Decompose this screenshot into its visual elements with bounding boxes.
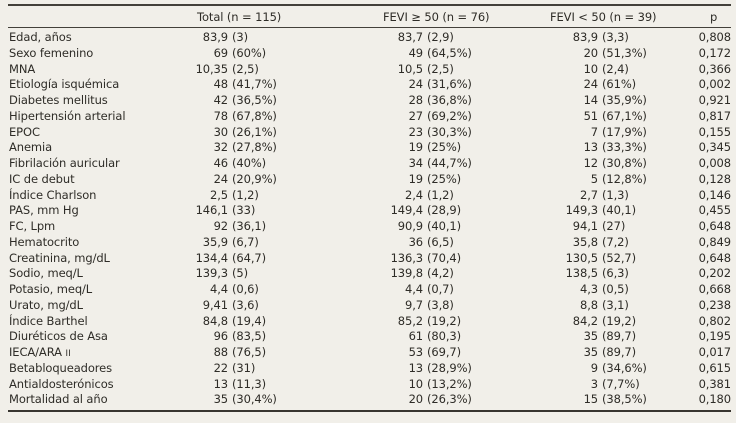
cell-fevi-lt50 (530, 125, 690, 141)
value-parenthetical: (33) (232, 203, 256, 218)
table-row (8, 140, 731, 156)
cell-fevi-ge50 (364, 62, 530, 78)
cell-fevi-ge50 (364, 219, 530, 235)
cell-p-value: 0,128 (698, 171, 731, 186)
value-parenthetical: (0,7) (427, 282, 454, 296)
value-number: 13 (583, 140, 598, 155)
cell-total (179, 172, 364, 188)
value-parenthetical: (28,9%) (427, 360, 472, 375)
cell-fevi-lt50 (530, 219, 690, 235)
cell-fevi-ge50 (364, 329, 530, 345)
cell-p-value: 0,921 (698, 93, 731, 107)
value-number: 36 (408, 234, 423, 249)
value-parenthetical: (30,4%) (232, 392, 277, 407)
cell-total (179, 329, 364, 345)
value-number: 34 (408, 156, 423, 170)
value-parenthetical: (4,2) (427, 266, 454, 281)
table-row (8, 392, 731, 408)
value-number: 146,1 (195, 203, 228, 218)
row-label: IECA/ARA II (9, 345, 72, 359)
cell-fevi-lt50 (530, 156, 690, 172)
row-label: Betabloqueadores (9, 360, 113, 375)
value-parenthetical: (38,5%) (602, 392, 647, 407)
cell-fevi-lt50 (530, 251, 690, 267)
value-parenthetical: (19,2) (602, 313, 636, 328)
cell-p-value: 0,366 (698, 61, 731, 76)
table-row (8, 219, 731, 235)
value-parenthetical: (3,6) (232, 297, 259, 312)
cell-total (179, 298, 364, 314)
row-label: Potasio, meq/L (9, 282, 93, 296)
value-number: 20 (583, 45, 598, 60)
value-number: 84,8 (202, 313, 228, 328)
table-row (8, 30, 731, 46)
value-number: 24 (213, 171, 228, 186)
value-parenthetical: (6,3) (602, 266, 629, 281)
cell-fevi-lt50 (530, 314, 690, 330)
value-parenthetical: (34,6%) (602, 360, 647, 375)
value-parenthetical: (17,9%) (602, 124, 647, 139)
value-number: 4,4 (210, 282, 228, 296)
cell-fevi-lt50 (530, 109, 690, 125)
cell-total (179, 251, 364, 267)
value-parenthetical: (40,1) (602, 203, 636, 218)
row-label: Urato, mg/dL (9, 297, 83, 312)
value-parenthetical: (20,9%) (232, 171, 277, 186)
cell-fevi-lt50 (530, 30, 690, 46)
value-number: 4,3 (580, 282, 598, 296)
value-number: 14 (583, 93, 598, 107)
value-number: 138,5 (565, 266, 598, 281)
row-label: IC de debut (9, 171, 75, 186)
cell-fevi-lt50 (530, 361, 690, 377)
value-number: 139,3 (195, 266, 228, 281)
value-parenthetical: (83,5) (232, 329, 266, 344)
value-parenthetical: (60%) (232, 45, 267, 60)
value-number: 42 (213, 93, 228, 107)
value-number: 22 (213, 360, 228, 375)
value-number: 15 (583, 392, 598, 407)
cell-p-value: 0,238 (698, 297, 731, 312)
cell-total (179, 156, 364, 172)
table-header-row (8, 4, 731, 28)
cell-total (179, 30, 364, 46)
row-label: Creatinina, mg/dL (9, 250, 110, 265)
cell-p-value: 0,202 (698, 266, 731, 281)
cell-fevi-lt50 (530, 188, 690, 204)
value-number: 51 (583, 108, 598, 123)
cell-total (179, 235, 364, 251)
value-number: 78 (213, 108, 228, 123)
cell-total (179, 282, 364, 298)
value-parenthetical: (1,2) (427, 187, 454, 202)
row-label: Anemia (9, 140, 53, 155)
value-parenthetical: (19,2) (427, 313, 461, 328)
value-number: 84,2 (572, 313, 598, 328)
value-parenthetical: (1,3) (602, 187, 629, 202)
cell-p-value: 0,381 (698, 376, 731, 391)
value-number: 24 (583, 77, 598, 92)
value-number: 24 (408, 77, 423, 92)
cell-total (179, 140, 364, 156)
value-parenthetical: (89,7) (602, 329, 636, 344)
value-parenthetical: (36,5%) (232, 93, 277, 107)
value-parenthetical: (36,8%) (427, 93, 472, 107)
cell-fevi-ge50 (364, 377, 530, 393)
value-parenthetical: (3) (232, 30, 248, 44)
cell-fevi-lt50 (530, 392, 690, 408)
cell-p-value: 0,345 (698, 140, 731, 155)
value-parenthetical: (69,2%) (427, 108, 472, 123)
value-number: 10 (583, 61, 598, 76)
value-parenthetical: (19,4) (232, 313, 266, 328)
cell-p-value: 0,002 (698, 77, 731, 92)
value-number: 136,3 (390, 250, 423, 265)
cell-total (179, 188, 364, 204)
value-parenthetical: (41,7%) (232, 77, 277, 92)
value-number: 23 (408, 124, 423, 139)
cell-p-value: 0,172 (698, 45, 731, 60)
cell-fevi-ge50 (364, 46, 530, 62)
row-label: FC, Lpm (9, 219, 56, 233)
value-parenthetical: (35,9%) (602, 93, 647, 107)
value-number: 139,8 (390, 266, 423, 281)
cell-fevi-lt50 (530, 203, 690, 219)
cell-p-value: 0,155 (698, 124, 731, 139)
cell-fevi-lt50 (530, 329, 690, 345)
cell-total (179, 219, 364, 235)
value-parenthetical: (69,7) (427, 345, 461, 359)
cell-fevi-lt50 (530, 298, 690, 314)
column-header-fevi-lt50: FEVI < 50 (n = 39) (550, 9, 657, 24)
value-parenthetical: (2,4) (602, 61, 629, 76)
value-parenthetical: (67,8%) (232, 108, 277, 123)
table-row (8, 77, 731, 93)
cell-p-value: 0,180 (698, 392, 731, 407)
value-parenthetical: (3,8) (427, 297, 454, 312)
row-label: Etiología isquémica (9, 77, 120, 92)
value-parenthetical: (89,7) (602, 345, 636, 359)
cell-fevi-ge50 (364, 109, 530, 125)
cell-fevi-ge50 (364, 361, 530, 377)
value-number: 92 (213, 219, 228, 233)
value-number: 134,4 (195, 250, 228, 265)
value-parenthetical: (64,5%) (427, 45, 472, 60)
cell-fevi-ge50 (364, 125, 530, 141)
value-number: 32 (213, 140, 228, 155)
row-label: Índice Barthel (9, 313, 88, 328)
cell-total (179, 377, 364, 393)
column-header-p-value: p (710, 9, 718, 24)
value-number: 9 (590, 360, 598, 375)
cell-fevi-ge50 (364, 251, 530, 267)
value-number: 2,4 (405, 187, 423, 202)
table-row (8, 156, 731, 172)
table-row (8, 361, 731, 377)
value-number: 61 (408, 329, 423, 344)
value-parenthetical: (40%) (232, 156, 267, 170)
cell-fevi-ge50 (364, 282, 530, 298)
value-parenthetical: (61%) (602, 77, 637, 92)
table-row (8, 329, 731, 345)
cell-total (179, 46, 364, 62)
cell-p-value: 0,849 (698, 234, 731, 249)
value-parenthetical: (33,3%) (602, 140, 647, 155)
value-parenthetical: (67,1%) (602, 108, 647, 123)
table-row (8, 345, 731, 361)
value-number: 83,9 (572, 30, 598, 44)
table-row (8, 235, 731, 251)
cell-fevi-lt50 (530, 62, 690, 78)
row-label: Diuréticos de Asa (9, 329, 108, 344)
table-row (8, 266, 731, 282)
row-label: Sodio, meq/L (9, 266, 83, 281)
cell-p-value: 0,146 (698, 187, 731, 202)
value-parenthetical: (28,9) (427, 203, 461, 218)
value-number: 35 (213, 392, 228, 407)
value-number: 27 (408, 108, 423, 123)
cell-fevi-ge50 (364, 30, 530, 46)
cell-fevi-lt50 (530, 282, 690, 298)
value-number: 35,9 (202, 234, 228, 249)
value-parenthetical: (11,3) (232, 376, 266, 391)
cell-p-value: 0,648 (698, 250, 731, 265)
row-label: Mortalidad al año (9, 392, 108, 407)
value-number: 46 (213, 156, 228, 170)
table-row (8, 125, 731, 141)
value-parenthetical: (0,6) (232, 282, 259, 296)
cell-fevi-ge50 (364, 172, 530, 188)
cell-fevi-lt50 (530, 235, 690, 251)
cell-fevi-lt50 (530, 345, 690, 361)
cell-fevi-ge50 (364, 77, 530, 93)
column-header-total: Total (n = 115) (197, 9, 282, 24)
cell-p-value: 0,615 (698, 360, 731, 375)
row-label: PAS, mm Hg (9, 203, 79, 218)
value-parenthetical: (76,5) (232, 345, 266, 359)
value-parenthetical: (80,3) (427, 329, 461, 344)
cell-total (179, 392, 364, 408)
value-number: 12 (583, 156, 598, 170)
value-number: 149,3 (565, 203, 598, 218)
table-row (8, 251, 731, 267)
value-number: 94,1 (572, 219, 598, 233)
value-number: 10 (408, 376, 423, 391)
table-row (8, 93, 731, 109)
cell-total (179, 314, 364, 330)
table-body (8, 28, 731, 408)
table-row (8, 314, 731, 330)
cell-total (179, 109, 364, 125)
column-header-fevi-ge50: FEVI ≥ 50 (n = 76) (383, 9, 490, 24)
value-number: 5 (590, 171, 598, 186)
cell-p-value: 0,648 (698, 219, 731, 233)
row-label: Índice Charlson (9, 187, 97, 202)
table-row (8, 109, 731, 125)
value-number: 10,5 (397, 61, 423, 76)
cell-total (179, 93, 364, 109)
cell-fevi-ge50 (364, 298, 530, 314)
row-label: Sexo femenino (9, 45, 94, 60)
value-number: 49 (408, 45, 423, 60)
value-number: 3 (590, 376, 598, 391)
value-parenthetical: (2,9) (427, 30, 454, 44)
cell-fevi-lt50 (530, 46, 690, 62)
cell-total (179, 77, 364, 93)
value-parenthetical: (40,1) (427, 219, 461, 233)
value-number: 4,4 (405, 282, 423, 296)
value-number: 85,2 (397, 313, 423, 328)
value-parenthetical: (30,8%) (602, 156, 647, 170)
cell-total (179, 266, 364, 282)
value-number: 7 (590, 124, 598, 139)
value-parenthetical: (3,3) (602, 30, 629, 44)
cell-fevi-ge50 (364, 93, 530, 109)
value-parenthetical: (12,8%) (602, 171, 647, 186)
cell-p-value: 0,808 (698, 30, 731, 44)
value-number: 35 (583, 329, 598, 344)
cell-fevi-ge50 (364, 156, 530, 172)
cell-p-value: 0,455 (698, 203, 731, 218)
value-parenthetical: (3,1) (602, 297, 629, 312)
table-row (8, 46, 731, 62)
row-label: MNA (9, 61, 36, 76)
value-parenthetical: (31) (232, 360, 256, 375)
value-parenthetical: (6,5) (427, 234, 454, 249)
cell-fevi-ge50 (364, 314, 530, 330)
table-row (8, 172, 731, 188)
table-bottom-rule (8, 410, 731, 412)
value-number: 2,7 (580, 187, 598, 202)
cell-fevi-lt50 (530, 172, 690, 188)
value-parenthetical: (13,2%) (427, 376, 472, 391)
cell-fevi-lt50 (530, 377, 690, 393)
cell-total (179, 345, 364, 361)
value-parenthetical: (64,7) (232, 250, 266, 265)
table-row (8, 377, 731, 393)
cell-total (179, 125, 364, 141)
value-parenthetical: (5) (232, 266, 248, 281)
value-parenthetical: (2,5) (232, 61, 259, 76)
row-label: Fibrilación auricular (9, 156, 120, 170)
value-number: 130,5 (565, 250, 598, 265)
value-number: 20 (408, 392, 423, 407)
value-parenthetical: (2,5) (427, 61, 454, 76)
cell-fevi-lt50 (530, 93, 690, 109)
cell-fevi-ge50 (364, 203, 530, 219)
value-number: 35,8 (572, 234, 598, 249)
value-number: 2,5 (210, 187, 228, 202)
value-number: 19 (408, 171, 423, 186)
value-parenthetical: (51,3%) (602, 45, 647, 60)
value-number: 9,7 (405, 297, 423, 312)
value-number: 149,4 (390, 203, 423, 218)
cell-total (179, 361, 364, 377)
cell-fevi-ge50 (364, 345, 530, 361)
cell-fevi-lt50 (530, 77, 690, 93)
cell-p-value: 0,008 (698, 156, 731, 170)
cell-total (179, 203, 364, 219)
cell-total (179, 62, 364, 78)
cell-fevi-ge50 (364, 392, 530, 408)
value-number: 19 (408, 140, 423, 155)
value-parenthetical: (52,7) (602, 250, 636, 265)
value-parenthetical: (31,6%) (427, 77, 472, 92)
row-label: Edad, años (9, 30, 72, 44)
value-parenthetical: (7,7%) (602, 376, 640, 391)
cell-fevi-lt50 (530, 266, 690, 282)
table-row (8, 188, 731, 204)
clinical-characteristics-table (8, 4, 731, 412)
cell-p-value: 0,017 (698, 345, 731, 359)
value-parenthetical: (7,2) (602, 234, 629, 249)
value-parenthetical: (36,1) (232, 219, 266, 233)
row-label: Antialdosterónicos (9, 376, 114, 391)
value-parenthetical: (6,7) (232, 234, 259, 249)
value-parenthetical: (27,8%) (232, 140, 277, 155)
value-number: 35 (583, 345, 598, 359)
value-parenthetical: (0,5) (602, 282, 629, 296)
cell-fevi-ge50 (364, 235, 530, 251)
value-number: 9,41 (202, 297, 228, 312)
cell-p-value: 0,195 (698, 329, 731, 344)
value-parenthetical: (44,7%) (427, 156, 472, 170)
value-parenthetical: (25%) (427, 171, 462, 186)
cell-fevi-ge50 (364, 140, 530, 156)
value-number: 10,35 (195, 61, 228, 76)
row-label: Hipertensión arterial (9, 108, 126, 123)
value-number: 69 (213, 45, 228, 60)
value-number: 8,8 (580, 297, 598, 312)
table-row (8, 298, 731, 314)
row-label: EPOC (9, 124, 40, 139)
value-number: 83,7 (397, 30, 423, 44)
value-number: 30 (213, 124, 228, 139)
table-row (8, 282, 731, 298)
value-parenthetical: (1,2) (232, 187, 259, 202)
cell-p-value: 0,802 (698, 313, 731, 328)
cell-fevi-lt50 (530, 140, 690, 156)
value-number: 90,9 (397, 219, 423, 233)
value-parenthetical: (26,1%) (232, 124, 277, 139)
row-label: Hematocrito (9, 234, 80, 249)
value-number: 13 (213, 376, 228, 391)
table-row (8, 203, 731, 219)
value-parenthetical: (25%) (427, 140, 462, 155)
value-parenthetical: (26,3%) (427, 392, 472, 407)
cell-p-value: 0,668 (698, 282, 731, 296)
row-label: Diabetes mellitus (9, 93, 108, 107)
value-number: 48 (213, 77, 228, 92)
cell-p-value: 0,817 (698, 108, 731, 123)
table-row (8, 62, 731, 78)
value-number: 53 (408, 345, 423, 359)
value-number: 28 (408, 93, 423, 107)
value-parenthetical: (70,4) (427, 250, 461, 265)
value-parenthetical: (30,3%) (427, 124, 472, 139)
value-number: 83,9 (202, 30, 228, 44)
cell-fevi-ge50 (364, 266, 530, 282)
value-number: 96 (213, 329, 228, 344)
cell-fevi-ge50 (364, 188, 530, 204)
value-number: 13 (408, 360, 423, 375)
value-number: 88 (213, 345, 228, 359)
value-parenthetical: (27) (602, 219, 626, 233)
